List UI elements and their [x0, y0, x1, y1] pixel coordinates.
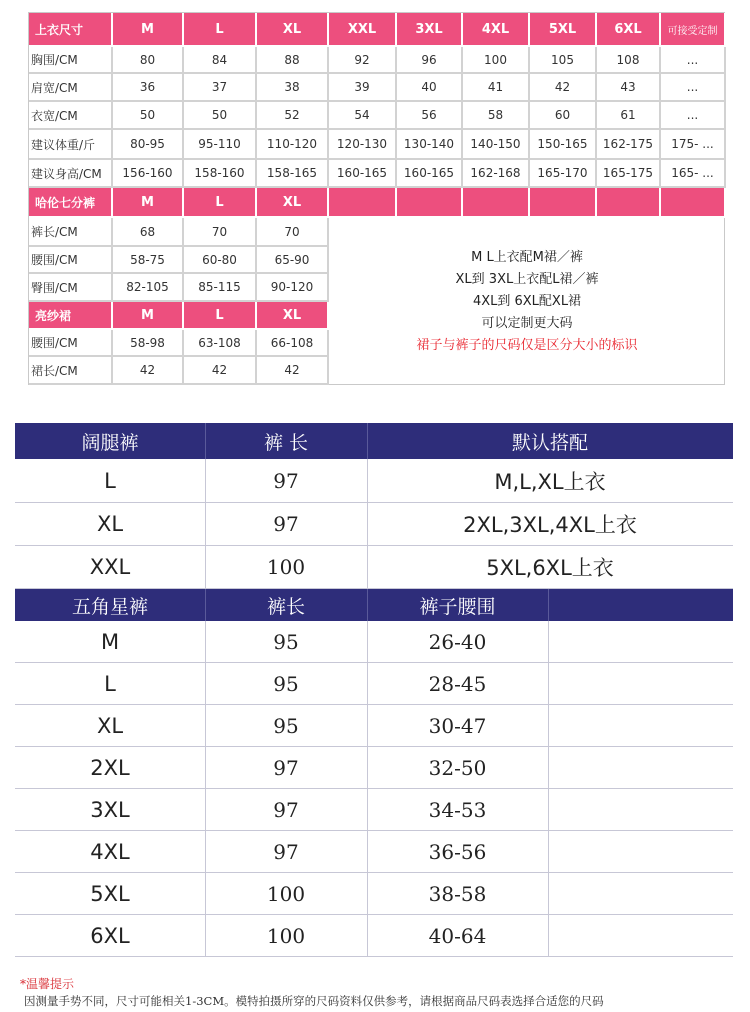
tip-title: *温馨提示 — [20, 977, 75, 991]
table-cell: 80-95 — [113, 130, 184, 160]
column-divider — [205, 747, 206, 788]
table-cell: 82-105 — [113, 274, 184, 302]
table-row — [15, 621, 733, 663]
table-cell: 42 — [113, 357, 184, 385]
row-label: 肩宽/CM — [29, 74, 113, 102]
column-divider — [548, 747, 549, 788]
table-row — [15, 459, 733, 503]
table-cell: 130-140 — [397, 130, 463, 160]
table-header — [15, 423, 733, 459]
table-row — [15, 663, 733, 705]
column-divider — [548, 705, 549, 746]
table-cell: 80 — [113, 47, 184, 74]
column-divider — [205, 503, 206, 545]
pants-header-label: 哈伦七分裤 — [29, 188, 113, 218]
size-header-cell: 可接受定制 — [661, 13, 726, 47]
table-cell: 165- ... — [661, 160, 726, 188]
table-cell: 84 — [184, 47, 257, 74]
column-divider — [367, 831, 368, 872]
table-cell: 68 — [113, 218, 184, 247]
table-cell: 36 — [113, 74, 184, 102]
column-divider — [367, 621, 368, 662]
size-header-cell: 3XL — [397, 13, 463, 47]
table-cell: 38 — [257, 74, 329, 102]
top-header-label: 上衣尺寸 — [29, 13, 113, 47]
row-label: 胸围/CM — [29, 47, 113, 74]
table-header — [15, 589, 733, 621]
header-fill — [397, 188, 463, 218]
table-cell: 56 — [397, 102, 463, 130]
table-cell: 65-90 — [257, 247, 329, 274]
table-cell: 52 — [257, 102, 329, 130]
size-header-cell: XL — [257, 188, 329, 218]
column-divider — [367, 873, 368, 914]
table-cell: 100 — [463, 47, 530, 74]
table-cell: 26-40 — [428, 629, 487, 654]
column-header: 五角星裤 — [71, 595, 148, 618]
table-cell: 42 — [530, 74, 597, 102]
column-divider — [205, 589, 206, 621]
column-divider — [367, 915, 368, 956]
table-row — [15, 831, 733, 873]
table-cell: 97 — [273, 755, 299, 780]
column-divider — [205, 705, 206, 746]
table-cell: 41 — [463, 74, 530, 102]
row-label: 裤长/CM — [29, 218, 113, 247]
column-divider — [367, 459, 368, 502]
column-divider — [205, 459, 206, 502]
table-cell: 97 — [273, 839, 299, 864]
table-cell: 105 — [530, 47, 597, 74]
table-cell: 5XL — [90, 881, 130, 906]
table-cell: 30-47 — [428, 713, 487, 738]
table-cell: 50 — [113, 102, 184, 130]
table-cell: XL — [96, 713, 124, 738]
table-cell: 40-64 — [428, 923, 487, 948]
header-fill — [463, 188, 530, 218]
table-cell: 60 — [530, 102, 597, 130]
tip-text: 因测量手势不同，尺寸可能相关1-3CM。模特拍摄所穿的尺码资料仅供参考，请根据商品尺码表选择合适您的尺码 — [24, 994, 604, 1008]
table-cell: 2XL — [90, 755, 130, 780]
table-cell: 100 — [266, 923, 306, 948]
column-divider — [367, 589, 368, 621]
table-cell: XL — [96, 512, 124, 536]
table-cell: 43 — [597, 74, 661, 102]
column-divider — [205, 873, 206, 914]
column-header: 裤长 — [266, 595, 305, 618]
table-cell: 97 — [273, 468, 299, 493]
table-row — [15, 705, 733, 747]
table-cell: 58-98 — [113, 330, 184, 357]
table-cell: 38-58 — [428, 881, 487, 906]
header-fill — [597, 188, 661, 218]
row-label: 腰围/CM — [29, 330, 113, 357]
table-cell: 34-53 — [428, 797, 487, 822]
note-line: M L上衣配M裙／裤 — [471, 250, 583, 265]
table-cell: 28-45 — [428, 671, 487, 696]
table-cell: 39 — [329, 74, 397, 102]
table-cell: 158-160 — [184, 160, 257, 188]
row-label: 腰围/CM — [29, 247, 113, 274]
table-cell: 50 — [184, 102, 257, 130]
size-header-cell: 4XL — [463, 13, 530, 47]
note-line: 4XL到 6XL配XL裙 — [472, 294, 582, 309]
table-cell: M — [100, 629, 120, 654]
column-divider — [367, 546, 368, 588]
table-row — [15, 873, 733, 915]
row-label: 建议体重/斤 — [29, 130, 113, 160]
size-header-cell: 5XL — [530, 13, 597, 47]
header-fill — [661, 188, 726, 218]
table-cell: 61 — [597, 102, 661, 130]
size-header-cell: XL — [257, 302, 329, 330]
table-cell: 63-108 — [184, 330, 257, 357]
size-header-cell: 6XL — [597, 13, 661, 47]
skirt-header-label: 亮纱裙 — [29, 302, 113, 330]
table-cell: 70 — [184, 218, 257, 247]
size-label-note: 裙子与裤子的尺码仅是区分大小的标识 — [416, 338, 638, 353]
table-cell: 160-165 — [397, 160, 463, 188]
column-divider — [548, 831, 549, 872]
wide-leg-pants-table — [15, 423, 733, 589]
column-divider — [367, 789, 368, 830]
table-cell: 100 — [266, 555, 306, 579]
column-divider — [367, 503, 368, 545]
table-cell: 97 — [273, 512, 299, 536]
size-header-cell: M — [113, 302, 184, 330]
matching-notes — [329, 219, 725, 385]
table-cell: 70 — [257, 218, 329, 247]
table-cell: 42 — [257, 357, 329, 385]
note-line: XL到 3XL上衣配L裙／裤 — [455, 272, 599, 287]
table-cell: ... — [661, 47, 726, 74]
column-divider — [367, 663, 368, 704]
column-divider — [367, 423, 368, 459]
star-pants-table — [15, 589, 733, 962]
table-cell: 96 — [397, 47, 463, 74]
column-header: 裤子腰围 — [419, 595, 496, 618]
table-cell: 85-115 — [184, 274, 257, 302]
header-fill — [329, 188, 397, 218]
size-header-cell: L — [184, 188, 257, 218]
row-label: 臀围/CM — [29, 274, 113, 302]
table-cell: 162-175 — [597, 130, 661, 160]
column-divider — [205, 663, 206, 704]
table-cell: XXL — [89, 555, 131, 579]
table-cell: 6XL — [90, 923, 130, 948]
table-cell: 100 — [266, 881, 306, 906]
column-divider — [548, 789, 549, 830]
column-divider — [205, 915, 206, 956]
column-divider — [205, 621, 206, 662]
column-divider — [548, 589, 549, 621]
table-cell: 150-165 — [530, 130, 597, 160]
table-cell: 54 — [329, 102, 397, 130]
table-cell: 88 — [257, 47, 329, 74]
size-header-cell: L — [184, 302, 257, 330]
table-cell: 3XL — [90, 797, 130, 822]
column-header — [548, 589, 733, 621]
table-cell: 95-110 — [184, 130, 257, 160]
top-size-chart — [28, 12, 725, 385]
table-cell: L — [104, 671, 116, 696]
table-cell: 120-130 — [329, 130, 397, 160]
column-header: 默认搭配 — [511, 431, 588, 454]
table-row — [15, 546, 733, 589]
table-cell: 165-170 — [530, 160, 597, 188]
table-row — [15, 789, 733, 831]
table-cell: 58-75 — [113, 247, 184, 274]
column-divider — [205, 831, 206, 872]
column-divider — [548, 663, 549, 704]
table-cell: 32-50 — [428, 755, 487, 780]
table-cell: 2XL,3XL,4XL上衣 — [463, 513, 637, 537]
note-line: 可以定制更大码 — [481, 316, 573, 331]
table-cell: 66-108 — [257, 330, 329, 357]
size-header-cell: L — [184, 13, 257, 47]
column-divider — [548, 915, 549, 956]
column-header: 阔腿裤 — [81, 431, 139, 454]
table-cell: 92 — [329, 47, 397, 74]
size-header-cell: M — [113, 13, 184, 47]
table-cell: 42 — [184, 357, 257, 385]
table-cell: 110-120 — [257, 130, 329, 160]
table-cell: 5XL,6XL上衣 — [486, 556, 614, 580]
row-label: 建议身高/CM — [29, 160, 113, 188]
table-row — [15, 503, 733, 546]
table-cell: 156-160 — [113, 160, 184, 188]
row-label: 裙长/CM — [29, 357, 113, 385]
table-cell: 90-120 — [257, 274, 329, 302]
table-cell: 160-165 — [329, 160, 397, 188]
size-header-cell: M — [113, 188, 184, 218]
table-cell: M,L,XL上衣 — [494, 469, 606, 494]
table-cell: 36-56 — [428, 839, 487, 864]
table-cell: 175- ... — [661, 130, 726, 160]
row-label: 衣宽/CM — [29, 102, 113, 130]
table-cell: 95 — [273, 671, 299, 696]
table-cell: 162-168 — [463, 160, 530, 188]
column-header: 裤 长 — [263, 431, 309, 454]
table-cell: 95 — [273, 713, 299, 738]
size-header-cell: XL — [257, 13, 329, 47]
table-cell: 37 — [184, 74, 257, 102]
table-cell: 165-175 — [597, 160, 661, 188]
table-cell: 40 — [397, 74, 463, 102]
column-divider — [548, 873, 549, 914]
table-cell: 140-150 — [463, 130, 530, 160]
table-cell: 108 — [597, 47, 661, 74]
column-divider — [205, 789, 206, 830]
column-divider — [205, 546, 206, 588]
table-cell: 97 — [273, 797, 299, 822]
table-row — [15, 747, 733, 789]
table-cell: 158-165 — [257, 160, 329, 188]
column-divider — [205, 423, 206, 459]
table-row — [15, 915, 733, 957]
table-cell: ... — [661, 74, 726, 102]
table-cell: 60-80 — [184, 247, 257, 274]
table-cell: ... — [661, 102, 726, 130]
column-divider — [367, 747, 368, 788]
size-header-cell: XXL — [329, 13, 397, 47]
table-cell: L — [104, 468, 116, 493]
table-cell: 4XL — [90, 839, 130, 864]
column-divider — [367, 705, 368, 746]
header-fill — [530, 188, 597, 218]
table-cell: 95 — [273, 629, 299, 654]
table-cell: 58 — [463, 102, 530, 130]
column-divider — [548, 621, 549, 662]
